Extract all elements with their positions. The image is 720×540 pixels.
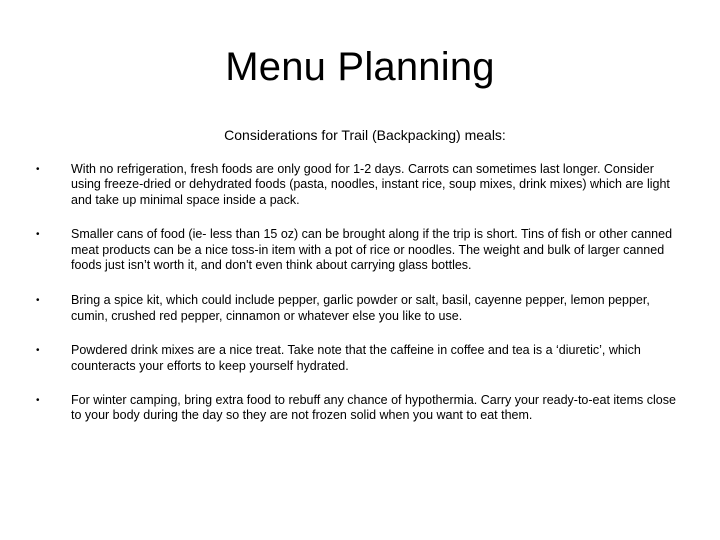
bullet-icon: • — [36, 345, 40, 357]
bullet-item — [36, 343, 686, 374]
bullet-icon: • — [36, 164, 40, 175]
bullet-item — [36, 227, 686, 273]
bullet-text: Smaller cans of food (ie- less than 15 oz) can be brought along if the trip is short. Tins of fish or other canned meat products can be a nice toss-in item with a pot of rice or noodles. The weight and bulk of larger canned foods just isn’t worth it, and don't even think about carrying glass bottles. — [71, 227, 673, 273]
bullet-item — [36, 162, 686, 208]
bullet-item — [36, 393, 686, 424]
bullet-item — [36, 293, 686, 324]
bullet-text: For winter camping, bring extra food to rebuff any chance of hypothermia. Carry your ready-to-eat items close to your body during the day so they are not frozen solid when you want to eat them. — [71, 393, 676, 423]
bullet-icon: • — [36, 395, 40, 407]
bullet-text: With no refrigeration, fresh foods are only good for 1-2 days. Carrots can sometimes last longer. Consider using freeze-dried or dehydrated foods (pasta, noodles, instant rice, soup mixes, drink mixes) which are light and take up minimal space inside a pack. — [71, 162, 670, 207]
bullet-list — [36, 162, 686, 424]
slide-title: Menu Planning — [225, 45, 495, 89]
bullet-icon: • — [36, 229, 40, 241]
slide-subtitle: Considerations for Trail (Backpacking) meals: — [224, 127, 506, 143]
bullet-icon: • — [36, 295, 40, 307]
bullet-text: Powdered drink mixes are a nice treat. Take note that the caffeine in coffee and tea is a ‘diuretic’, which counteracts your efforts to keep yourself hydrated. — [71, 343, 641, 373]
bullet-text: Bring a spice kit, which could include pepper, garlic powder or salt, basil, cayenne pepper, lemon pepper, cumin, crushed red pepper, cinnamon or whatever else you like to use. — [71, 293, 650, 323]
